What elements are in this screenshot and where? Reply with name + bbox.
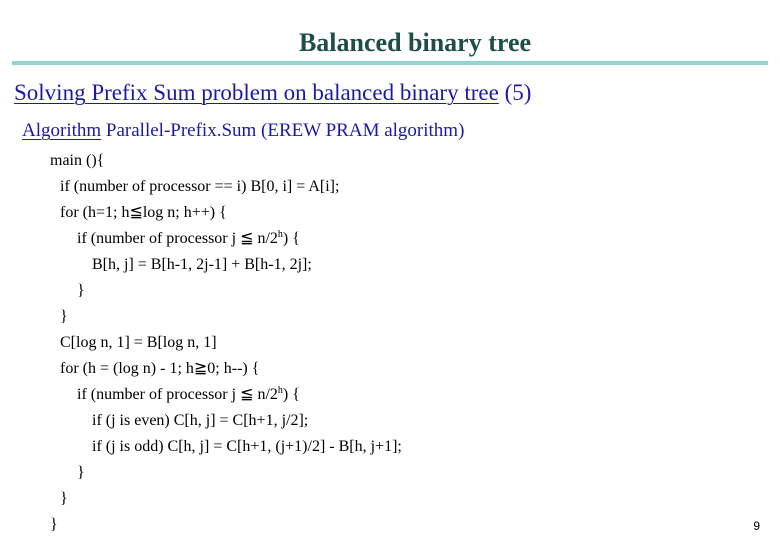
code-line-9: for (h = (log n) - 1; h≧0; h--) {: [60, 360, 260, 377]
code-line-8: C[log n, 1] = B[log n, 1]: [60, 334, 217, 351]
code-line-4: [77, 229, 300, 249]
subtitle-suffix: (5): [498, 80, 532, 105]
subtitle-main: Solving Prefix Sum problem on balanced binary tree: [14, 80, 499, 105]
code-line-10: [77, 385, 300, 405]
code-line-10-part1: if (number of processor j ≦ n/2: [77, 386, 278, 403]
code-line-4-part2: ) {: [282, 230, 300, 247]
code-line-1: main (){: [50, 152, 105, 169]
code-line-12: if (j is odd) C[h, j] = C[h+1, (j+1)/2] - B[h, j+1];: [92, 438, 402, 455]
page-number: 9: [753, 519, 760, 533]
algorithm-keyword: Algorithm: [22, 120, 102, 141]
subtitle: [14, 80, 531, 106]
code-line-10-part2: ) {: [282, 386, 300, 403]
slide-title: Balanced binary tree: [298, 28, 532, 57]
code-line-3: for (h=1; h≦log n; h++) {: [60, 204, 227, 221]
code-line-6: }: [77, 282, 85, 299]
code-line-5: B[h, j] = B[h-1, 2j-1] + B[h-1, 2j];: [92, 256, 312, 273]
code-line-2: if (number of processor == i) B[0, i] = A[i];: [60, 178, 340, 195]
code-line-4-exponent: h: [277, 229, 283, 240]
title-divider: [12, 61, 768, 65]
code-line-4-part1: if (number of processor j ≦ n/2: [77, 230, 278, 247]
code-line-10-exponent: h: [277, 385, 283, 396]
algorithm-name: Parallel-Prefix.Sum (EREW PRAM algorithm): [101, 120, 465, 141]
code-line-7: }: [60, 308, 68, 325]
code-line-15: }: [50, 516, 58, 533]
code-line-13: }: [77, 464, 85, 481]
code-line-14: }: [60, 490, 68, 507]
code-line-11: if (j is even) C[h, j] = C[h+1, j/2];: [92, 412, 309, 429]
algorithm-heading: [22, 120, 464, 142]
